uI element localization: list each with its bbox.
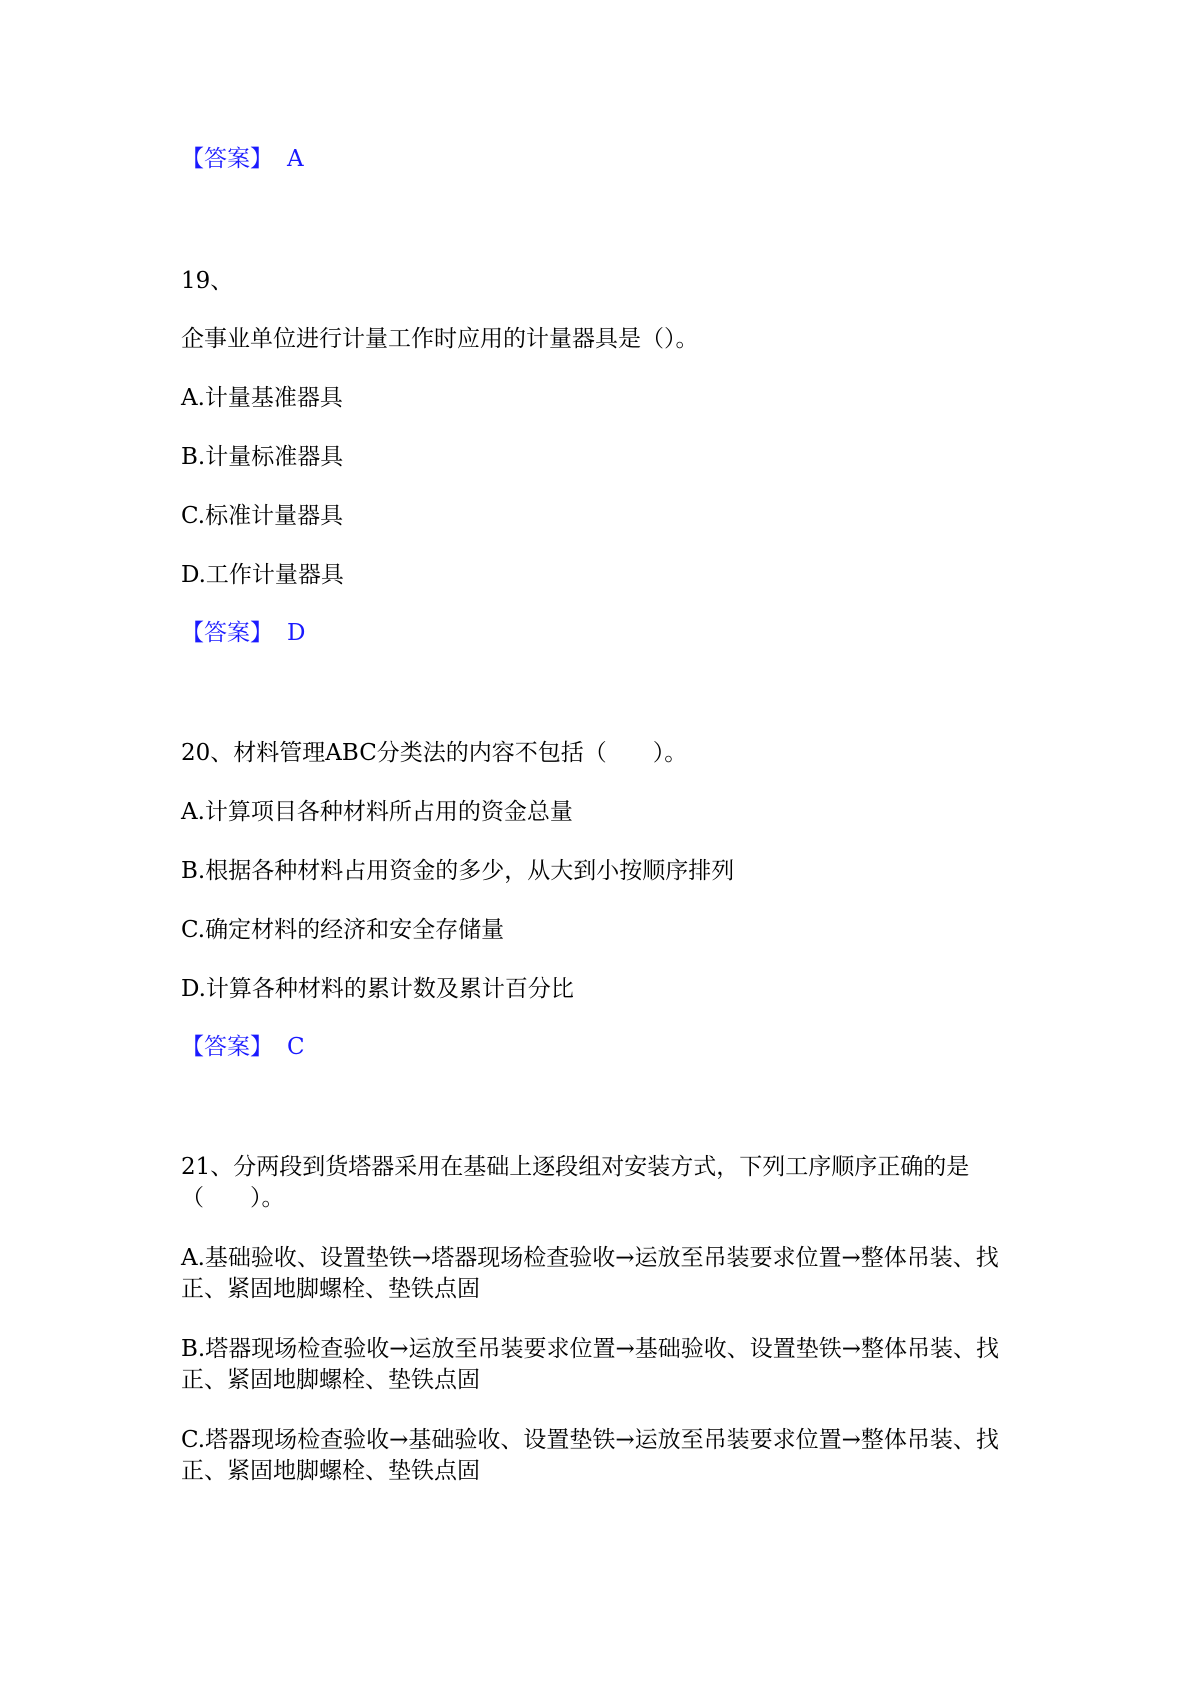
q20-answer xyxy=(181,1031,1011,1063)
q20-stem: 20、材料管理ABC分类法的内容不包括（ ）。 xyxy=(181,740,688,766)
q21-option-b: B.塔器现场检查验收→运放至吊装要求位置→基础验收、设置垫铁→整体吊装、找正、紧固地脚螺栓、垫铁点固 xyxy=(181,1336,1000,1393)
q19-option-d: D.工作计量器具 xyxy=(181,562,344,588)
q20-option-a: A.计算项目各种材料所占用的资金总量 xyxy=(181,799,573,825)
q21-option-a: A.基础验收、设置垫铁→塔器现场检查验收→运放至吊装要求位置→整体吊装、找正、紧固地脚螺栓、垫铁点固 xyxy=(181,1245,999,1302)
q18-answer xyxy=(181,143,1011,175)
q20-option-d: D.计算各种材料的累计数及累计百分比 xyxy=(181,976,574,1002)
q21-stem: 21、分两段到货塔器采用在基础上逐段组对安装方式，下列工序顺序正确的是（ ）。 xyxy=(181,1154,970,1211)
q20-option-c: C.确定材料的经济和安全存储量 xyxy=(181,917,505,943)
answer-label: 【答案】 xyxy=(181,620,273,646)
q19-number: 19、 xyxy=(181,268,234,294)
q19-option-b: B.计量标准器具 xyxy=(181,444,344,470)
q21-option-c: C.塔器现场检查验收→基础验收、设置垫铁→运放至吊装要求位置→整体吊装、找正、紧固地脚螺栓、垫铁点固 xyxy=(181,1427,999,1484)
q19-answer xyxy=(181,617,1011,649)
answer-value: C xyxy=(287,1034,305,1060)
q19-option-c: C.标准计量器具 xyxy=(181,503,344,529)
q19-option-a: A.计量基准器具 xyxy=(181,385,343,411)
answer-value: A xyxy=(287,146,304,172)
q19-stem: 企事业单位进行计量工作时应用的计量器具是（）。 xyxy=(181,326,699,352)
answer-label: 【答案】 xyxy=(181,1034,273,1060)
answer-value: D xyxy=(287,620,306,646)
q20-option-b: B.根据各种材料占用资金的多少，从大到小按顺序排列 xyxy=(181,858,735,884)
answer-label: 【答案】 xyxy=(181,146,273,172)
